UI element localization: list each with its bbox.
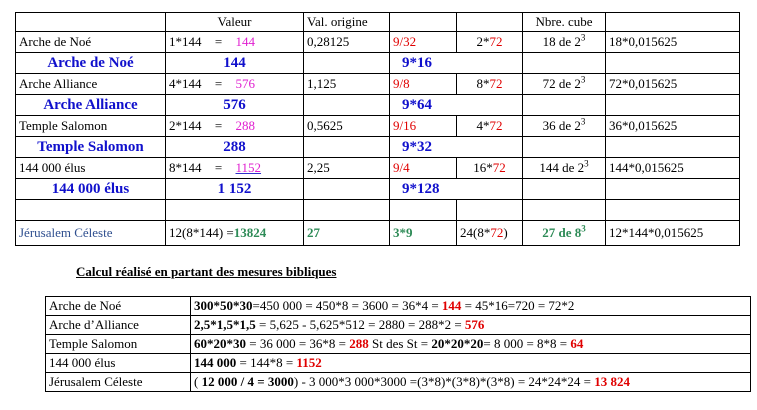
values-table [15,12,740,246]
big-fraction: 9*16 [390,53,523,74]
cube-cell: 144 de $2^3$ [523,158,606,179]
empty-cell [304,53,390,74]
empty-cell [16,200,166,221]
table-row [46,354,751,373]
big-value: 144 [166,53,304,74]
row-label: Jérusalem Céleste [16,221,166,246]
empty-cell [390,200,457,221]
fraction-cell: 9/32 [390,32,457,53]
row-label: Arche de Noé [16,32,166,53]
val-origine-cell: 27 [304,221,390,246]
empty-cell [166,200,304,221]
valeur-cell: 12(8*144) =13824 [166,221,304,246]
table-row [46,297,751,316]
empty-cell [523,137,606,158]
cube-cell: 72 de $2^3$ [523,74,606,95]
header-cell-empty [606,13,740,32]
big-label: 144 000 élus [16,179,166,200]
biblical-measures-table [45,296,751,392]
empty-cell [304,137,390,158]
table-row [46,316,751,335]
cube-cell: 27 de $8^3$ [523,221,606,246]
table-row [16,221,740,246]
table-row [16,200,740,221]
header-row [16,13,740,32]
big-fraction: 9*128 [390,179,523,200]
product-cell: 72*0,015625 [606,74,740,95]
empty-cell [606,95,740,116]
valeur-result: 576 [235,76,255,91]
section-heading: Calcul réalisé en partant des mesures bibliques [76,264,337,279]
row-label: Temple Salomon [46,335,191,354]
header-valeur: Valeur [166,13,304,32]
val-origine-cell: 2,25 [304,158,390,179]
big-fraction: 9*32 [390,137,523,158]
fraction-cell: 9/4 [390,158,457,179]
mult-cell: 24(8*72) [457,221,523,246]
table-row [16,74,740,95]
row-label: 144 000 élus [16,158,166,179]
table-row [46,335,751,354]
empty-cell [606,53,740,74]
valeur-result: 1152 [235,160,262,175]
product-cell: 36*0,015625 [606,116,740,137]
row-label: Jérusalem Céleste [46,373,191,392]
empty-cell [304,95,390,116]
calculation-cell: 144 000 = 144*8 = 1152 [191,354,751,373]
fraction-cell: 9/8 [390,74,457,95]
big-label: Temple Salomon [16,137,166,158]
table-row [16,179,740,200]
table-row [16,158,740,179]
row-label: Temple Salomon [16,116,166,137]
mult-cell: 2*72 [457,32,523,53]
table-row [46,373,751,392]
calculation-cell: ( 12 000 / 4 = 3000) - 3 000*3 000*3000 =(3*8)*(3*8)*(3*8) = 24*24*24 = 13 824 [191,373,751,392]
header-cell-empty [16,13,166,32]
calculation-cell: 2,5*1,5*1,5 = 5,625 - 5,625*512 = 2880 = 288*2 = 576 [191,316,751,335]
fraction-cell: 9/16 [390,116,457,137]
big-label: Arche de Noé [16,53,166,74]
table-row [16,53,740,74]
mult-cell: 4*72 [457,116,523,137]
empty-cell [457,200,523,221]
empty-cell [523,53,606,74]
row-label: 144 000 élus [46,354,191,373]
cube-cell: 36 de $2^3$ [523,116,606,137]
valeur-cell: 8*144 = 1152 [166,158,304,179]
row-label: Arche de Noé [46,297,191,316]
val-origine-cell: 0,5625 [304,116,390,137]
valeur-result: 288 [235,118,255,133]
cube-cell: 18 de $2^3$ [523,32,606,53]
header-nbre-cube: Nbre. cube [523,13,606,32]
big-label: Arche Alliance [16,95,166,116]
mult-cell: 16*72 [457,158,523,179]
calculation-cell: 300*50*30=450 000 = 450*8 = 3600 = 36*4 = 144 = 45*16=720 = 72*2 [191,297,751,316]
row-label: Arche Alliance [16,74,166,95]
valeur-result: 144 [235,34,255,49]
empty-cell [523,179,606,200]
empty-cell [523,200,606,221]
val-origine-cell: 0,28125 [304,32,390,53]
big-value: 1 152 [166,179,304,200]
empty-cell [606,179,740,200]
mult-cell: 8*72 [457,74,523,95]
big-value: 576 [166,95,304,116]
row-label: Arche d’Alliance [46,316,191,335]
empty-cell [304,200,390,221]
table-row [16,95,740,116]
header-val-origine: Val. origine [304,13,390,32]
table-row [16,116,740,137]
valeur-cell: 2*144 = 288 [166,116,304,137]
empty-cell [523,95,606,116]
empty-cell [304,179,390,200]
empty-cell [606,137,740,158]
table-row [16,137,740,158]
val-origine-cell: 1,125 [304,74,390,95]
calculation-cell: 60*20*30 = 36 000 = 36*8 = 288 St des St = 20*20*20= 8 000 = 8*8 = 64 [191,335,751,354]
valeur-cell: 1*144 = 144 [166,32,304,53]
header-cell-empty [390,13,457,32]
table-row [16,32,740,53]
big-value: 288 [166,137,304,158]
header-cell-empty [457,13,523,32]
fraction-cell: 3*9 [390,221,457,246]
product-cell: 18*0,015625 [606,32,740,53]
empty-cell [606,200,740,221]
product-cell: 144*0,015625 [606,158,740,179]
product-cell: 12*144*0,015625 [606,221,740,246]
big-fraction: 9*64 [390,95,523,116]
valeur-cell: 4*144 = 576 [166,74,304,95]
